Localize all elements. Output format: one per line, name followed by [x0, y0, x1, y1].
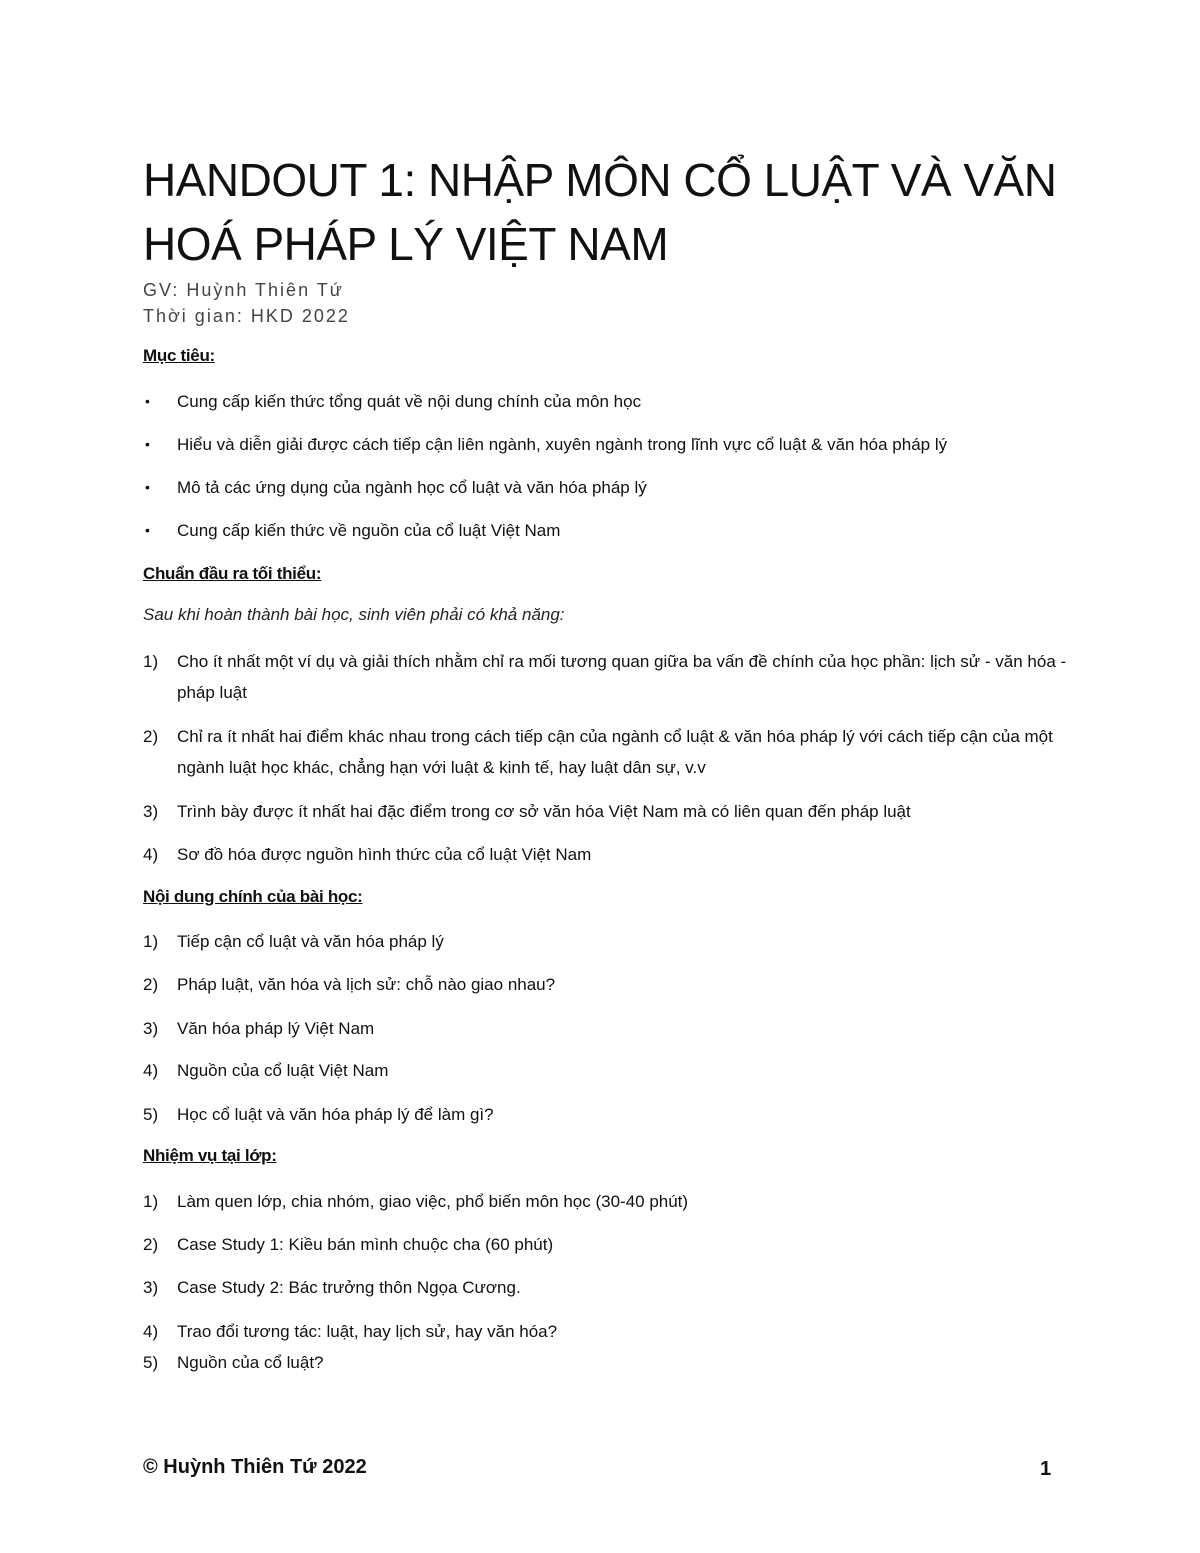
list-item: 4) Nguồn của cổ luật Việt Nam: [143, 1061, 389, 1080]
footer-copyright: © Huỳnh Thiên Tứ 2022: [143, 1456, 367, 1478]
list-item: 5) Học cổ luật và văn hóa pháp lý để làm gì?: [143, 1105, 494, 1124]
bullet-icon: •: [145, 436, 150, 452]
content-heading: Nội dung chính của bài học:: [143, 887, 363, 906]
list-item: 3) Văn hóa pháp lý Việt Nam: [143, 1019, 375, 1038]
bullet-icon: •: [145, 522, 150, 538]
objectives-heading: Mục tiêu:: [143, 346, 215, 365]
bullet-icon: •: [145, 479, 150, 495]
list-item: 3) Case Study 2: Bác trưởng thôn Ngọa Cương.: [143, 1278, 521, 1297]
page-number: 1: [1040, 1458, 1052, 1480]
outcomes-heading: Chuẩn đầu ra tối thiểu:: [143, 564, 322, 583]
bullet-icon: •: [145, 393, 150, 409]
list-item: 1) Tiếp cận cổ luật và văn hóa pháp lý: [143, 932, 444, 951]
page-title: HANDOUT 1: NHẬP MÔN CỔ LUẬT VÀ VĂN HOÁ PHÁP LÝ VIỆT NAM: [143, 154, 1057, 270]
tasks-heading: Nhiệm vụ tại lớp:: [143, 1146, 277, 1165]
lecturer-line: GV: Huỳnh Thiên Tứ: [143, 280, 344, 300]
list-item: 1) Cho ít nhất một ví dụ và giải thích nhằm chỉ ra mối tương quan giữa ba vấn đề chính của học phần: lịch sử - văn hóa - pháp luật: [143, 652, 1067, 702]
list-item: • Cung cấp kiến thức về nguồn của cổ luật Việt Nam: [143, 515, 1083, 546]
list-item: 2) Pháp luật, văn hóa và lịch sử: chỗ nào giao nhau?: [143, 975, 556, 994]
list-item: • Cung cấp kiến thức tổng quát về nội dung chính của môn học: [143, 386, 1083, 417]
time-line: Thời gian: HKD 2022: [143, 306, 350, 326]
list-item: 5) Nguồn của cổ luật?: [143, 1353, 324, 1372]
list-item: 4) Sơ đồ hóa được nguồn hình thức của cổ luật Việt Nam: [143, 845, 592, 864]
list-item: 3) Trình bày được ít nhất hai đặc điểm trong cơ sở văn hóa Việt Nam mà có liên quan đến pháp luật: [143, 802, 911, 821]
list-item: 2) Chỉ ra ít nhất hai điểm khác nhau trong cách tiếp cận của ngành cổ luật & văn hóa pháp lý với cách tiếp cận của một ngành luật học khác, chẳng hạn với luật & kinh tế, hay luật dân sự, v.v: [143, 727, 1053, 777]
list-item: 1) Làm quen lớp, chia nhóm, giao việc, phổ biến môn học (30-40 phút): [143, 1192, 689, 1211]
list-item: • Hiểu và diễn giải được cách tiếp cận liên ngành, xuyên ngành trong lĩnh vực cổ luật & văn hóa pháp lý: [143, 429, 1083, 460]
list-item: • Mô tả các ứng dụng của ngành học cổ luật và văn hóa pháp lý: [143, 472, 1083, 503]
list-item: 2) Case Study 1: Kiều bán mình chuộc cha (60 phút): [143, 1235, 554, 1254]
outcomes-intro: Sau khi hoàn thành bài học, sinh viên phải có khả năng:: [143, 605, 565, 624]
list-item: 4) Trao đổi tương tác: luật, hay lịch sử, hay văn hóa?: [143, 1322, 558, 1341]
